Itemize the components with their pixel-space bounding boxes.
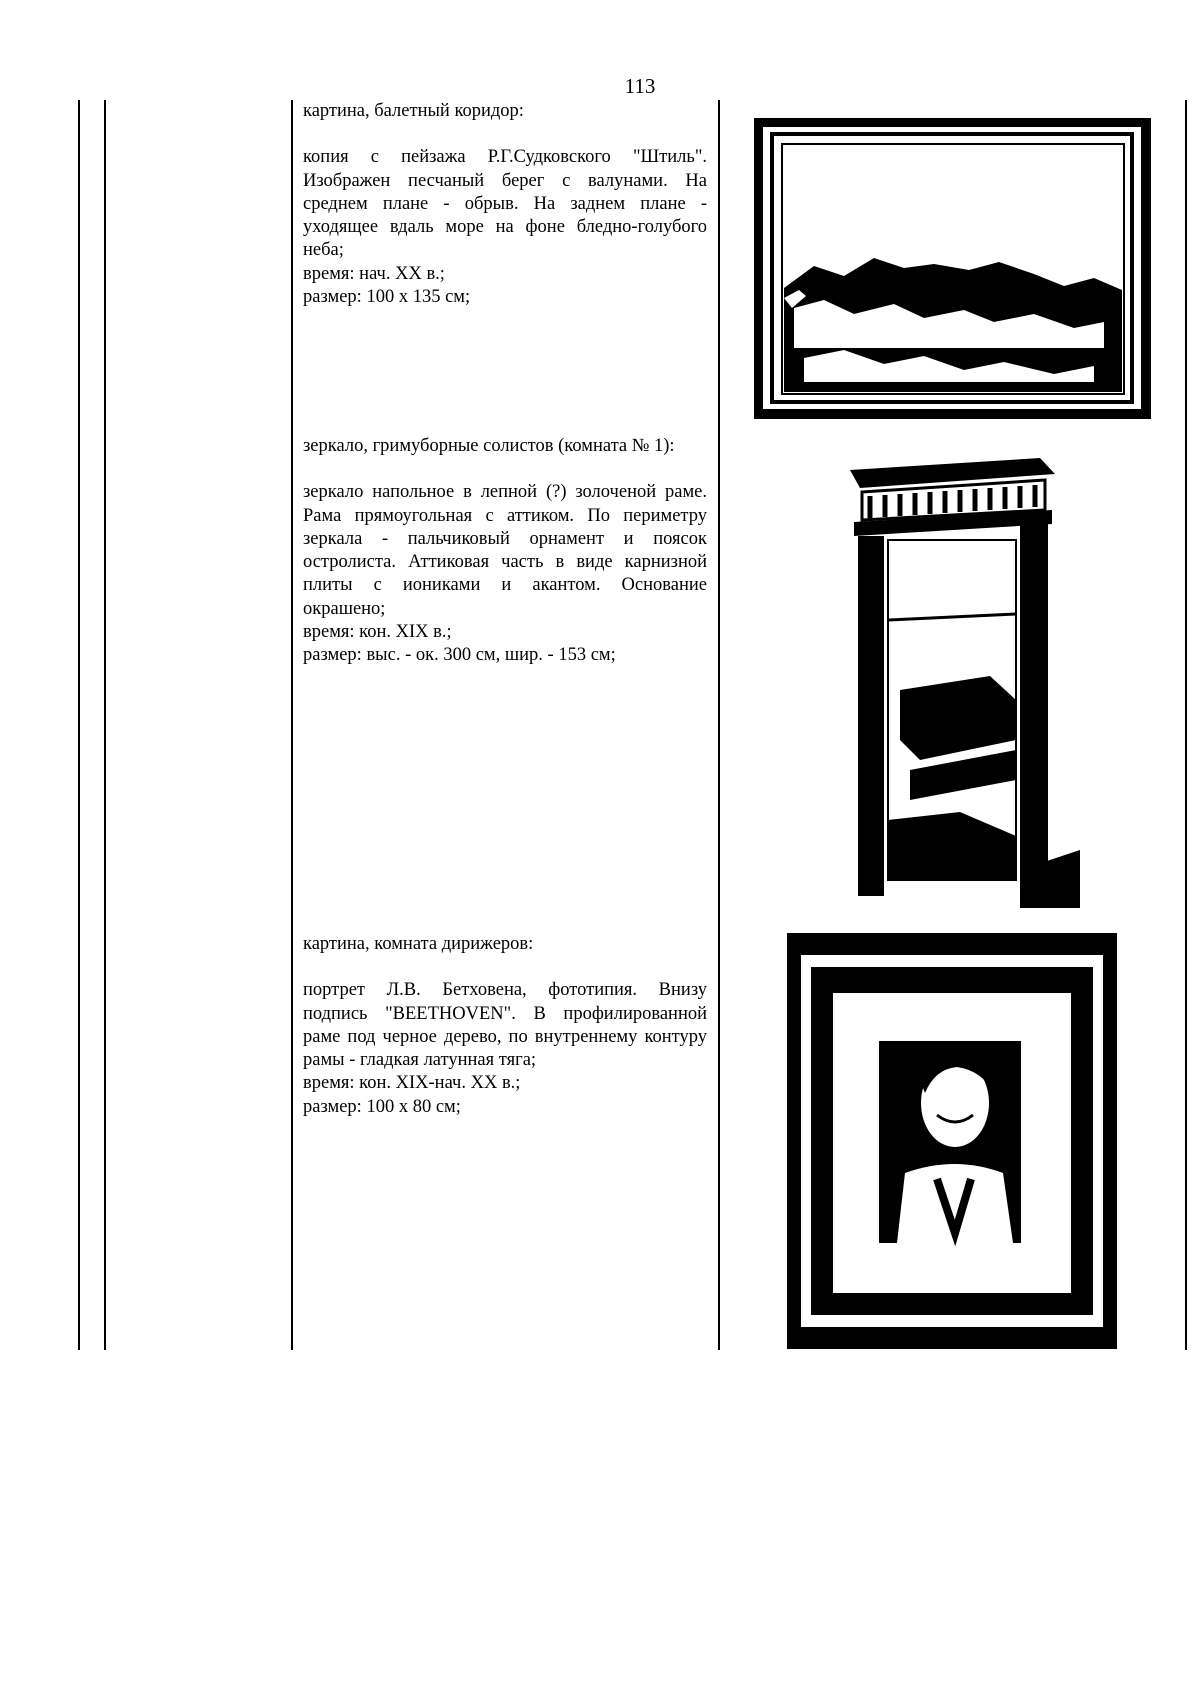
entry-time: время: кон. XIX-нач. XX в.; [303,1073,521,1094]
entry-heading: картина, комната дирижеров: [303,934,534,954]
table-rule [78,100,80,1350]
table-rule [718,100,720,1350]
portrait-photo [787,933,1117,1349]
catalog-entry [303,100,707,309]
page-number: 113 [624,74,656,98]
entry-description: портрет Л.В. Бетховена, фототипия. Внизу подпись "BEETHOVEN". В профилированной раме под черное дерево, по внутреннему контуру рамы - гладкая латунная тяга; [303,980,707,1071]
entry-heading: зеркало, гримуборные солистов (комната № 1): [303,436,675,456]
entry-description: копия с пейзажа Р.Г.Судковского "Штиль". Изображен песчаный берег с валунами. На среднем плане - обрыв. На заднем плане - уходящее вдаль море на фоне бледно-голубого неба; [303,147,707,261]
entry-time: время: нач. XX в.; [303,263,445,284]
catalog-entry [303,435,707,668]
entry-time: время: кон. XIX в.; [303,622,452,643]
entry-size: размер: 100 х 135 см; [303,287,471,308]
mirror-photo [840,440,1080,908]
entry-heading: картина, балетный коридор: [303,101,524,121]
table-rule [291,100,293,1350]
table-rule [104,100,106,1350]
entry-size: размер: выс. - ок. 300 см, шир. - 153 см; [303,645,616,666]
table-rule [1185,100,1187,1350]
entry-size: размер: 100 х 80 см; [303,1096,461,1117]
entry-description: зеркало напольное в лепной (?) золоченой раме. Рама прямоугольная с аттиком. По периметру зеркала - пальчиковый орнамент и поясок остролиста. Аттиковая часть в виде карнизной плиты с иониками и акантом. Основание окрашено; [303,482,707,619]
catalog-entry [303,933,707,1119]
painting-photo [754,118,1152,422]
